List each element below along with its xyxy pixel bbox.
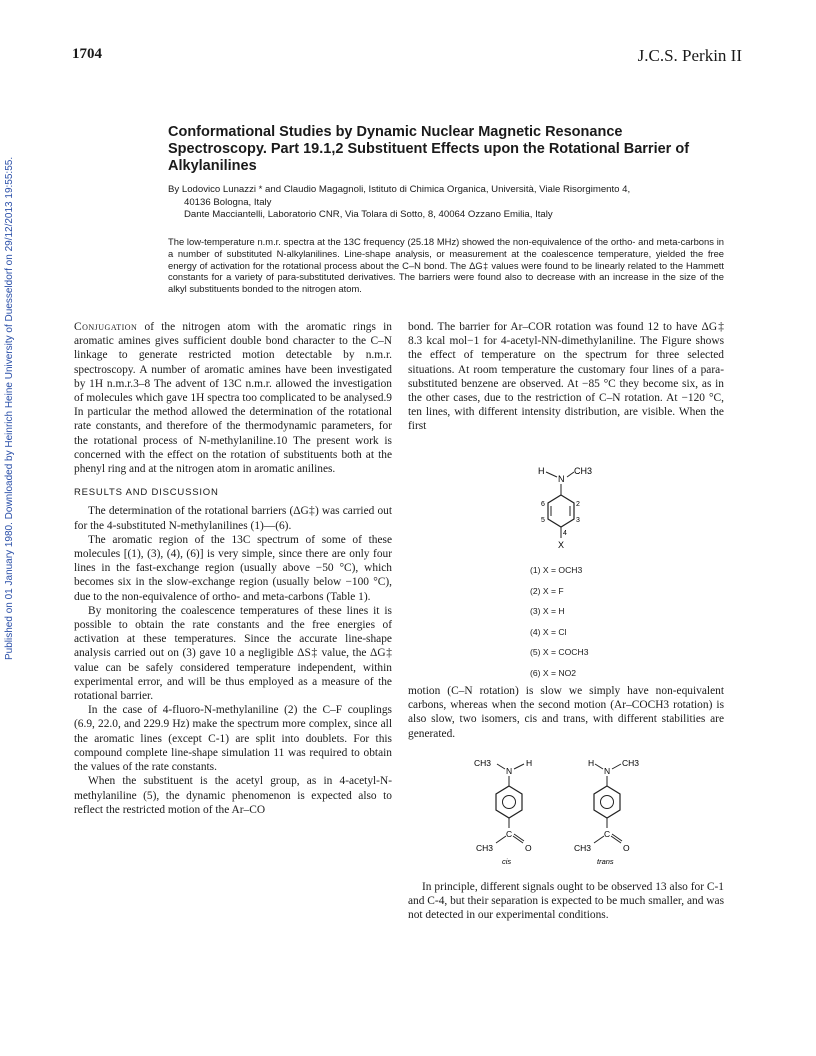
cis-label: cis <box>502 857 512 866</box>
struct-pos-6: 6 <box>541 501 545 508</box>
section-heading: RESULTS AND DISCUSSION <box>74 487 219 499</box>
article-title: Conformational Studies by Dynamic Nuclear Magnetic Resonance Spectroscopy. Part 19.1,2 Substituent Effects upon the Rotational Barrier of Alkylanilines <box>168 124 690 174</box>
compound-1: (1) X = OCH3 <box>530 565 583 575</box>
compound-3: (3) X = H <box>530 606 565 617</box>
cis-o: O <box>525 843 532 853</box>
struct-pos-2: 2 <box>576 501 580 508</box>
compound-4: (4) X = Cl <box>530 626 567 637</box>
left-column <box>74 320 392 817</box>
struct-h: H <box>538 466 545 476</box>
author-line-3: Dante Macciantelli, Laboratorio CNR, Via Tolara di Sotto, 8, 40064 Ozzano Emilia, Italy <box>184 209 553 220</box>
n-methylaniline-structure <box>530 462 630 554</box>
trans-carbonyl-c: C <box>604 829 611 839</box>
intro-text: of the nitrogen atom with the aromatic rings in aromatic amines gives sufficient double bond character to the C–N linkage to generate restricted motion detectable by n.m.r. spectroscopy. A number of aromatic amines have been investigated by 1H n.m.r.3–8 The advent of 13C n.m.r. allowed the investigation of molecules which gave 1H spectra too complicated to be analysed.9 In particular the method allowed the determination of the rotational rate constants, and therefore of the thermodynamic parameters, for the rotational process of N-methylaniline.10 The present work is concerned with the effect on the rotation of substituents both at the phenyl ring and at the nitrogen atom in aromatic anilines. <box>74 321 392 476</box>
paragraph-aromatic-region: The aromatic region of the 13C spectrum of some of these molecules [(1), (3), (4), (6)] is very simple, since there are only four lines in the fast-exchange region (usually above −50 °C), which becomes six in the slow-exchange region (usually below −100 °C), due to the non-equivalence of ortho- and meta-carbons (Table 1). <box>74 533 392 603</box>
paragraph-coalescence: By monitoring the coalescence temperatures of these lines it is possible to obtain the rate constants and the free energies of activation at these temperatures. Since the accurate line-shape analysis carried out on (3) gave 10 a negligible ΔS‡ value, the ΔG‡ value can be safely considered temperature independent, within experimental error, and will be thus employed as a measure of the rotational barrier. <box>74 604 392 703</box>
author-line-2: 40136 Bologna, Italy <box>184 196 272 208</box>
trans-h: H <box>588 758 595 768</box>
compound-5: (5) X = COCH3 <box>530 647 589 658</box>
paragraph-ar-cor: bond. The barrier for Ar–COR rotation was found 12 to have ΔG‡ 8.3 kcal mol−1 for 4-acetyl-NN-dimethylaniline. The Figure shows the effect of temperature on the spectrum for three selected situations. At room temperature the customary four lines of a para-substituted benzene are observed. At −85 °C they become six, as in the other cases, due to the restriction of C–N rotation. At −120 °C, ten lines, with different intensity distribution, are visible. When the first <box>408 321 724 433</box>
cis-ch3: CH3 <box>474 758 492 768</box>
paragraph-isomers: motion (C–N rotation) is slow we simply have non-equivalent carbons, whereas when the second motion (Ar–COCH3 rotation) is also slow, two isomers, cis and trans, with different stabilities are generated. <box>408 685 724 740</box>
struct-pos-5: 5 <box>541 517 545 524</box>
trans-n: N <box>604 766 611 776</box>
paragraph-barriers: The determination of the rotational barriers (ΔG‡) was carried out for the 4-substituted N-methylanilines (1)—(6). <box>74 505 392 532</box>
cis-h: H <box>526 758 533 768</box>
cis-isomer <box>474 758 532 866</box>
right-column-bottom <box>408 880 724 923</box>
author-line-1: By Lodovico Lunazzi * and Claudio Magagnoli, Istituto di Chimica Organica, Università, Viale Risorgimento 4, <box>168 184 631 195</box>
struct-n: N <box>558 474 565 484</box>
struct-ch3: CH3 <box>574 466 593 476</box>
right-column-top <box>408 320 724 434</box>
cis-carbonyl-c: C <box>506 829 513 839</box>
trans-label: trans <box>597 857 614 866</box>
struct-pos-3: 3 <box>576 517 580 524</box>
trans-ch3: CH3 <box>622 758 640 768</box>
cis-n: N <box>506 766 513 776</box>
paragraph-fluoro: In the case of 4-fluoro-N-methylaniline (2) the C–F couplings (6.9, 22.0, and 229.9 Hz) make the spectrum more complex, since all the aromatic lines (except C-1) are split into doublets. For this compound complete line-shape simulation 11 was required to obtain the values of the rate constants. <box>74 704 392 774</box>
compound-2: (2) X = F <box>530 585 564 596</box>
cis-trans-isomers <box>470 756 670 868</box>
trans-isomer <box>574 758 639 866</box>
right-column-middle <box>408 684 724 741</box>
struct-x: X <box>558 540 565 550</box>
intro-paragraph <box>74 320 392 476</box>
abstract: The low-temperature n.m.r. spectra at the 13C frequency (25.18 MHz) showed the non-equivalence of the ortho- and meta-carbons in a number of substituted N-alkylanilines. Line-shape analysis, or measurement at the coalescence temperature, yielded the free energy of activation for the rotational process about the C–N bond. The ΔG‡ values were found to be linearly related to the Hammett constants for a variety of para-substituted derivatives. The barriers were found also to decrease with an increase in the size of the alkyl substituents bonded to the nitrogen atom. <box>168 236 724 295</box>
paragraph-acetyl: When the substituent is the acetyl group, as in 4-acetyl-N-methylaniline (5), the dynamic phenomenon is expected also to reflect the restricted motion of the Ar–CO <box>74 775 392 816</box>
download-watermark: Published on 01 January 1980. Downloaded by Heinrich Heine University of Duesseldorf on 29/12/2013 19:55:55. <box>4 156 15 660</box>
trans-acetyl-ch3: CH3 <box>574 843 592 853</box>
compound-list <box>530 560 650 684</box>
journal-name: J.C.S. Perkin II <box>637 46 742 65</box>
compound-6: (6) X = NO2 <box>530 667 577 678</box>
page-number: 1704 <box>72 46 102 62</box>
trans-o: O <box>623 843 630 853</box>
author-block <box>168 184 728 222</box>
intro-lead-word: Conjugation <box>74 321 138 333</box>
struct-pos-4: 4 <box>563 530 567 537</box>
cis-acetyl-ch3: CH3 <box>476 843 494 853</box>
paragraph-c1-c4: In principle, different signals ought to be observed 13 also for C-1 and C-4, but their separation is expected to be much smaller, and was not detected in our experimental conditions. <box>408 881 724 922</box>
